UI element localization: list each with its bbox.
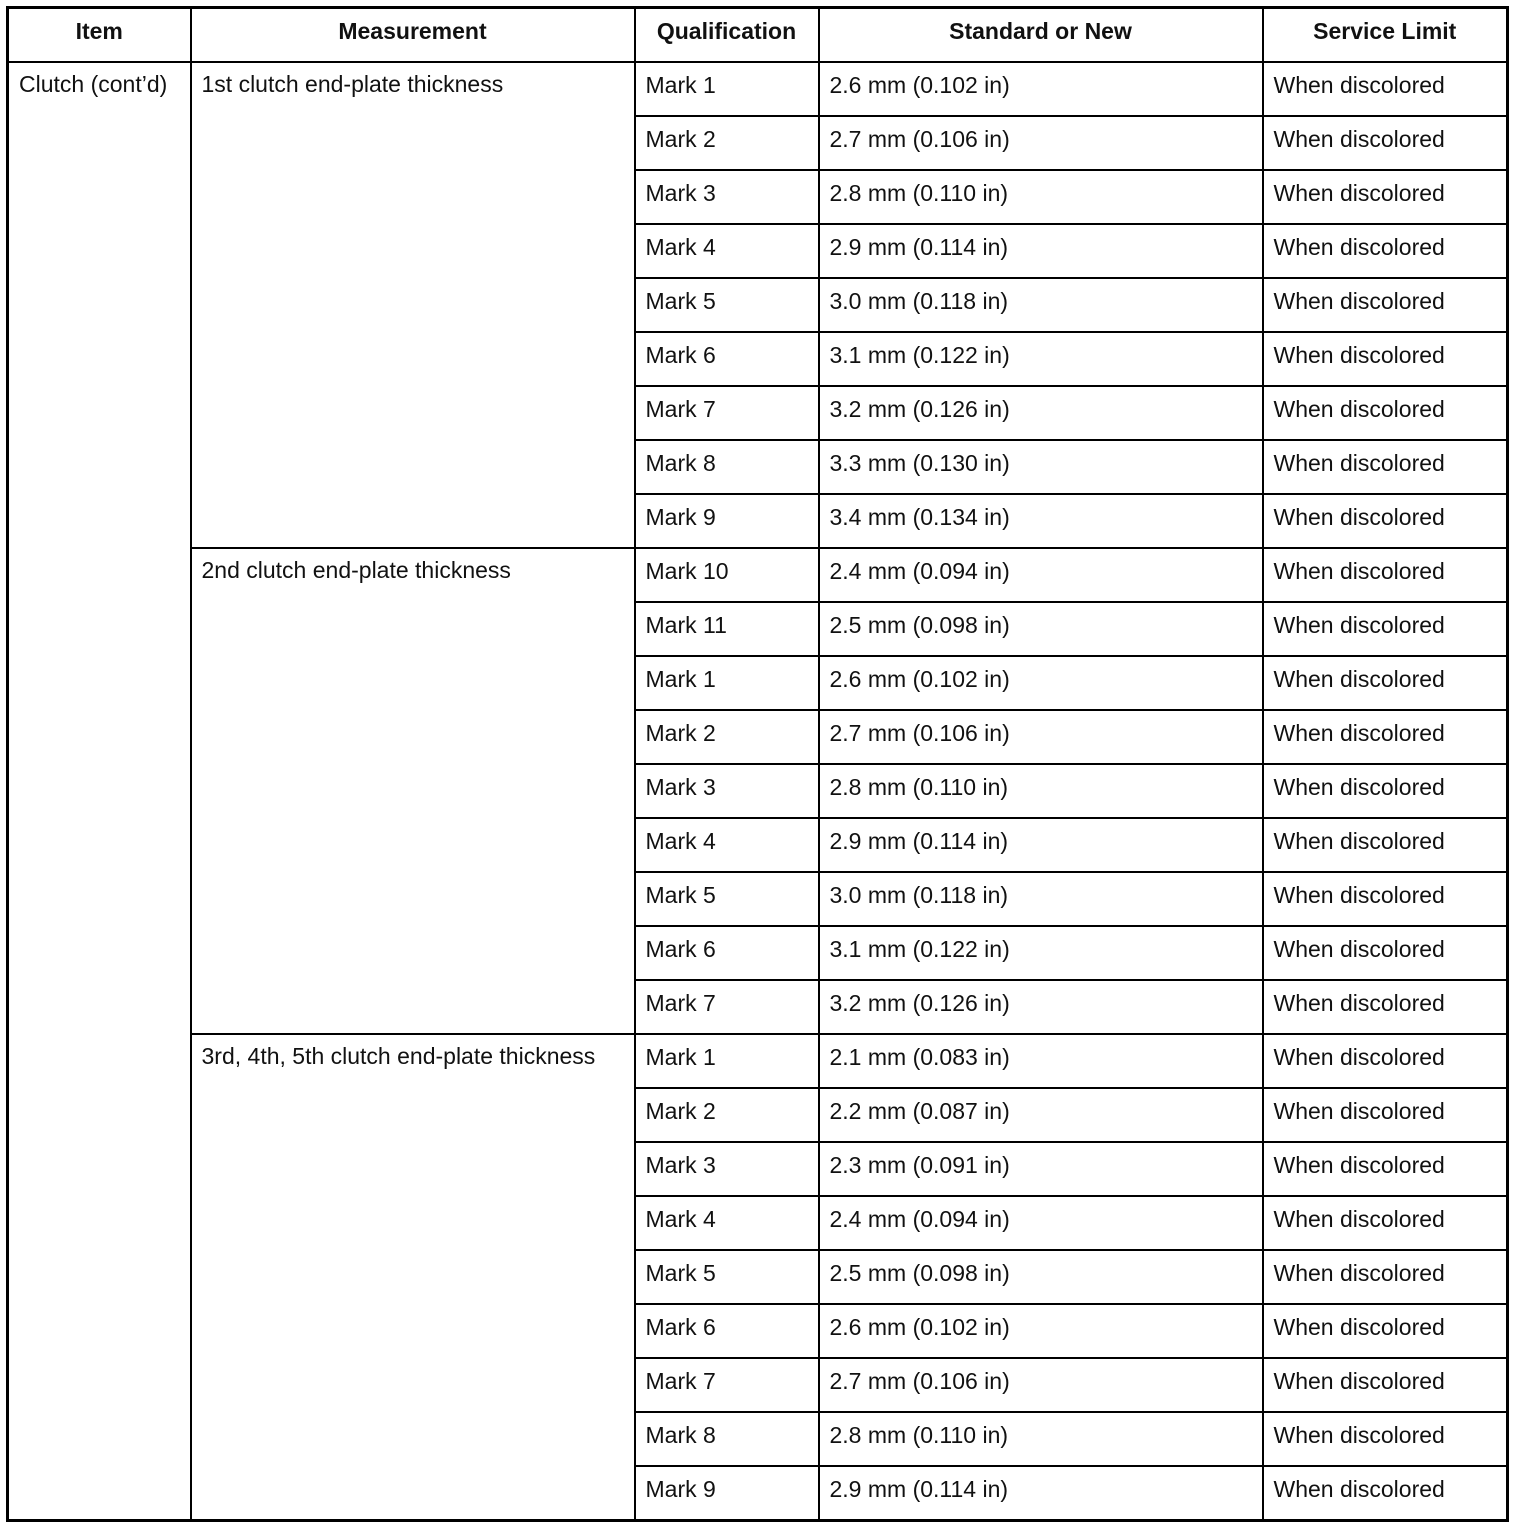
service-limit-cell: When discolored: [1263, 548, 1508, 602]
qualification-cell: Mark 7: [635, 980, 819, 1034]
qualification-cell: Mark 4: [635, 224, 819, 278]
measurement-cell: 1st clutch end-plate thickness: [191, 62, 635, 548]
service-limit-cell: When discolored: [1263, 440, 1508, 494]
standard-cell: 2.8 mm (0.110 in): [819, 170, 1263, 224]
table-row: [8, 62, 1508, 116]
qualification-cell: Mark 4: [635, 818, 819, 872]
standard-cell: 2.6 mm (0.102 in): [819, 656, 1263, 710]
qualification-cell: Mark 8: [635, 1412, 819, 1466]
qualification-cell: Mark 5: [635, 872, 819, 926]
header-qualification: Qualification: [635, 8, 819, 63]
standard-cell: 3.4 mm (0.134 in): [819, 494, 1263, 548]
service-limit-cell: When discolored: [1263, 1088, 1508, 1142]
standard-cell: 3.3 mm (0.130 in): [819, 440, 1263, 494]
standard-cell: 2.1 mm (0.083 in): [819, 1034, 1263, 1088]
service-limit-cell: When discolored: [1263, 332, 1508, 386]
qualification-cell: Mark 6: [635, 1304, 819, 1358]
spec-table: [6, 6, 1509, 1522]
service-limit-cell: When discolored: [1263, 386, 1508, 440]
header-service-limit: Service Limit: [1263, 8, 1508, 63]
qualification-cell: Mark 2: [635, 1088, 819, 1142]
standard-cell: 3.2 mm (0.126 in): [819, 386, 1263, 440]
qualification-cell: Mark 3: [635, 1142, 819, 1196]
qualification-cell: Mark 6: [635, 332, 819, 386]
standard-cell: 3.2 mm (0.126 in): [819, 980, 1263, 1034]
qualification-cell: Mark 7: [635, 386, 819, 440]
service-limit-cell: When discolored: [1263, 1304, 1508, 1358]
qualification-cell: Mark 1: [635, 656, 819, 710]
qualification-cell: Mark 2: [635, 116, 819, 170]
standard-cell: 2.9 mm (0.114 in): [819, 224, 1263, 278]
standard-cell: 3.1 mm (0.122 in): [819, 332, 1263, 386]
qualification-cell: Mark 11: [635, 602, 819, 656]
standard-cell: 3.0 mm (0.118 in): [819, 872, 1263, 926]
qualification-cell: Mark 3: [635, 170, 819, 224]
qualification-cell: Mark 9: [635, 494, 819, 548]
qualification-cell: Mark 6: [635, 926, 819, 980]
standard-cell: 2.4 mm (0.094 in): [819, 548, 1263, 602]
qualification-cell: Mark 5: [635, 1250, 819, 1304]
service-limit-cell: When discolored: [1263, 1466, 1508, 1521]
service-limit-cell: When discolored: [1263, 1250, 1508, 1304]
qualification-cell: Mark 1: [635, 62, 819, 116]
standard-cell: 2.6 mm (0.102 in): [819, 1304, 1263, 1358]
qualification-cell: Mark 5: [635, 278, 819, 332]
service-limit-cell: When discolored: [1263, 62, 1508, 116]
qualification-cell: Mark 8: [635, 440, 819, 494]
standard-cell: 2.7 mm (0.106 in): [819, 1358, 1263, 1412]
standard-cell: 3.0 mm (0.118 in): [819, 278, 1263, 332]
standard-cell: 2.3 mm (0.091 in): [819, 1142, 1263, 1196]
qualification-cell: Mark 9: [635, 1466, 819, 1521]
qualification-cell: Mark 2: [635, 710, 819, 764]
service-limit-cell: When discolored: [1263, 980, 1508, 1034]
standard-cell: 2.6 mm (0.102 in): [819, 62, 1263, 116]
service-limit-cell: When discolored: [1263, 710, 1508, 764]
service-limit-cell: When discolored: [1263, 170, 1508, 224]
service-limit-cell: When discolored: [1263, 656, 1508, 710]
standard-cell: 2.8 mm (0.110 in): [819, 1412, 1263, 1466]
service-limit-cell: When discolored: [1263, 872, 1508, 926]
service-limit-cell: When discolored: [1263, 494, 1508, 548]
service-limit-cell: When discolored: [1263, 224, 1508, 278]
service-limit-cell: When discolored: [1263, 818, 1508, 872]
standard-cell: 2.5 mm (0.098 in): [819, 602, 1263, 656]
standard-cell: 2.7 mm (0.106 in): [819, 116, 1263, 170]
service-limit-cell: When discolored: [1263, 1142, 1508, 1196]
service-limit-cell: When discolored: [1263, 1034, 1508, 1088]
service-limit-cell: When discolored: [1263, 278, 1508, 332]
standard-cell: 2.5 mm (0.098 in): [819, 1250, 1263, 1304]
table-row: [8, 548, 1508, 602]
qualification-cell: Mark 1: [635, 1034, 819, 1088]
service-limit-cell: When discolored: [1263, 1196, 1508, 1250]
qualification-cell: Mark 3: [635, 764, 819, 818]
header-item: Item: [8, 8, 191, 63]
header-standard: Standard or New: [819, 8, 1263, 63]
standard-cell: 3.1 mm (0.122 in): [819, 926, 1263, 980]
standard-cell: 2.2 mm (0.087 in): [819, 1088, 1263, 1142]
spec-table-body: [8, 62, 1508, 1521]
service-limit-cell: When discolored: [1263, 1358, 1508, 1412]
qualification-cell: Mark 7: [635, 1358, 819, 1412]
standard-cell: 2.8 mm (0.110 in): [819, 764, 1263, 818]
qualification-cell: Mark 4: [635, 1196, 819, 1250]
header-measurement: Measurement: [191, 8, 635, 63]
service-limit-cell: When discolored: [1263, 1412, 1508, 1466]
item-cell: Clutch (cont’d): [8, 62, 191, 1521]
standard-cell: 2.9 mm (0.114 in): [819, 818, 1263, 872]
service-limit-cell: When discolored: [1263, 602, 1508, 656]
standard-cell: 2.9 mm (0.114 in): [819, 1466, 1263, 1521]
standard-cell: 2.4 mm (0.094 in): [819, 1196, 1263, 1250]
measurement-cell: 3rd, 4th, 5th clutch end-plate thickness: [191, 1034, 635, 1521]
qualification-cell: Mark 10: [635, 548, 819, 602]
measurement-cell: 2nd clutch end-plate thickness: [191, 548, 635, 1034]
service-limit-cell: When discolored: [1263, 764, 1508, 818]
table-row: [8, 1034, 1508, 1088]
service-limit-cell: When discolored: [1263, 926, 1508, 980]
header-row: [8, 8, 1508, 63]
service-limit-cell: When discolored: [1263, 116, 1508, 170]
standard-cell: 2.7 mm (0.106 in): [819, 710, 1263, 764]
